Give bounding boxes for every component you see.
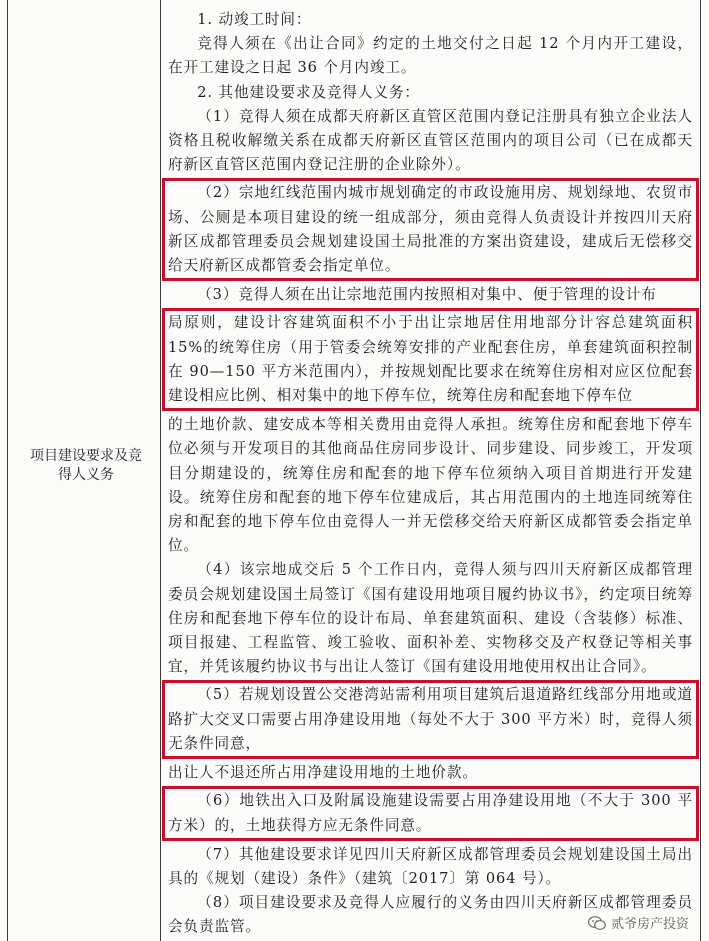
item-7: （7）其他建设要求详见四川天府新区成都管理委员会规划建设国土局出具的《规划（建设）条件》（建筑〔2017〕第 064 号）。 — [168, 845, 693, 887]
highlight-box-item-5 — [162, 680, 699, 759]
table-border-left — [7, 0, 8, 941]
section-1-title: 1. 动竣工时间： — [197, 11, 312, 28]
highlight-box-item-3 — [162, 308, 699, 411]
item-3-rest: 的土地价款、建安成本等相关费用由竞得人承担。统筹住房和配套地下停车位必须与开发项目的其他商品住房同步设计、同步建设、同步竣工，开发项目分期建设的，统筹住房和配套的地下停车位须纳入项目首期进行开发建设。统筹住房和配套的地下停车位建成后，其占用范围内的土地连同统筹住房和配套的地下停车位由竞得人一并无偿移交给天府新区成都管委会指定单位。 — [168, 416, 693, 555]
highlight-box-item-6 — [162, 786, 699, 840]
item-4: （4）该宗地成交后 5 个工作日内，竞得人须与四川天府新区成都管理委员会规划建设国土局签订《国有建设用地项目履约协议书》，约定项目统筹住房和配套地下停车位的设计布局、单套建筑面积、建设（含装修）标准、项目报建、工程监管、竣工验收、面积补差、实物移交及产权登记等相关事宜，并凭该履约协议书与出让人签订《国有建设用地使用权出让合同》。 — [168, 561, 693, 676]
item-3-highlighted: 局原则，建设计容建筑面积不小于出让宗地居住用地部分计容总建筑面积15%的统筹住房（用于管委会统筹安排的产业配套住房，单套建筑面积控制在 90—150 平方米范围内），并按规划配比要求在统筹住房相对应区位配套建设相应比例、相对集中的地下停车位，统筹住房和配套地下停车位 — [168, 314, 693, 405]
table-column-divider — [160, 0, 161, 941]
requirements-content — [168, 8, 693, 940]
item-1: （1）竞得人须在成都天府新区直管区范围内登记注册具有独立企业法人资格且税收解缴关系在成都天府新区直管区范围内的项目公司（已在成都天府新区直管区范围内登记注册的企业除外）。 — [168, 107, 693, 174]
item-5-highlighted: （5）若规划设置公交港湾站需利用项目建筑后退道路红线部分用地或道路扩大交叉口需要占用净建设用地（每处不大于 300 平方米）时，竞得人须无条件同意， — [168, 686, 693, 752]
section-2-title: 2. 其他建设要求及竞得人义务： — [197, 83, 420, 101]
item-6: （6）地铁出入口及附属设施建设需要占用净建设用地（不大于 300 平方米）的，土地获得方应无条件同意。 — [168, 792, 693, 834]
item-3-first-line: （3）竞得人须在出让宗地范围内按照相对集中、便于管理的设计布 — [197, 286, 657, 304]
highlight-box-item-2 — [162, 178, 699, 281]
watermark — [584, 912, 693, 933]
watermark-text: 贰爷房产投资 — [610, 917, 689, 932]
item-5-rest: 出让人不退还所占用净建设用地的土地价款。 — [168, 764, 478, 782]
row-header-label: 项目建设要求及竞得人义务 — [30, 448, 142, 483]
wechat-icon — [588, 916, 606, 930]
section-1-body: 竞得人须在《出让合同》约定的土地交付之日起 12 个月内开工建设，在开工建设之日起 36 个月内竣工。 — [168, 35, 693, 77]
table-border-right — [700, 0, 701, 941]
item-2: （2）宗地红线范围内城市规划确定的市政设施用房、规划绿地、农贸市场、公厕是本项目建设的统一组成部分，须由竞得人负责设计并按四川天府新区成都管理委员会规划建设国土局批准的方案出资建设，建成后无偿移交给天府新区成都管委会指定单位。 — [168, 184, 693, 275]
item-8: （8）项目建设要求及竞得人应履行的义务由四川天府新区成都管理委员会负责监管。 — [168, 894, 693, 936]
